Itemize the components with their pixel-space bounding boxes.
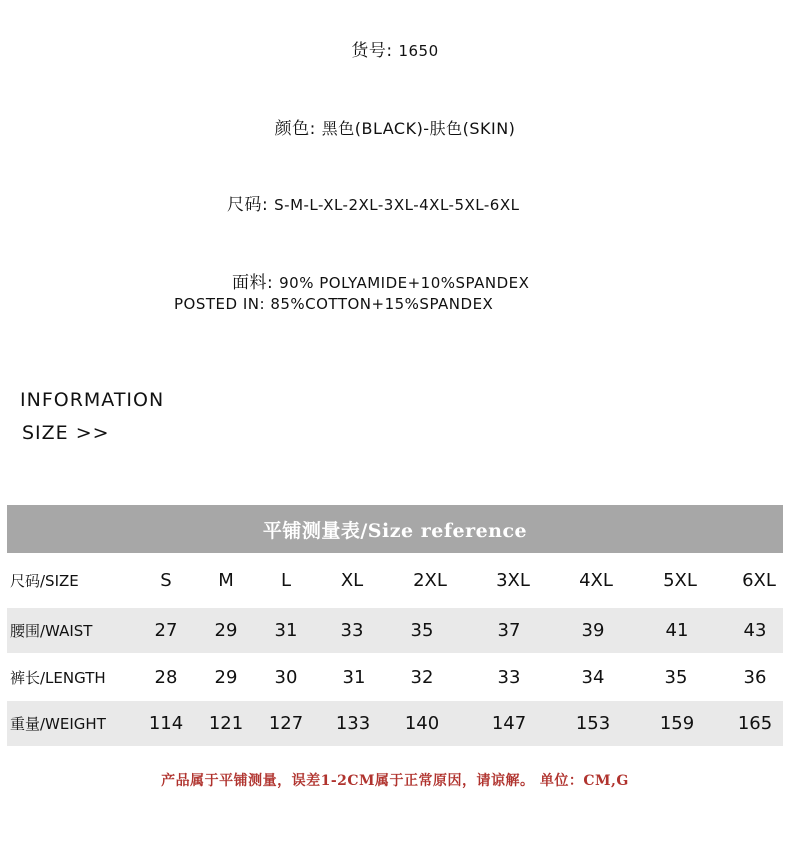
table-cell: 29 (214, 667, 238, 688)
table-cell: 127 (268, 713, 304, 734)
table-cell: 5XL (663, 570, 697, 591)
color-value: 黑色(BLACK)-肤色(SKIN) (321, 119, 516, 138)
table-cell: 30 (274, 667, 298, 688)
table-cell: 29 (214, 620, 238, 641)
table-cell: 159 (659, 713, 695, 734)
row-label: 尺码/SIZE (10, 572, 79, 590)
posted-value: 85%COTTON+15%SPANDEX (270, 295, 494, 313)
size-table-title: 平铺测量表/Size reference (7, 505, 783, 553)
table-row-weight (7, 701, 783, 746)
table-cell: 36 (743, 667, 767, 688)
table-cell: 6XL (742, 570, 776, 591)
fabric-value: 90% POLYAMIDE+10%SPANDEX (279, 274, 530, 292)
table-row-length (7, 655, 783, 700)
table-cell: 2XL (413, 570, 447, 591)
table-cell: 121 (208, 713, 244, 734)
fabric-label: 面料: (232, 273, 274, 293)
color-label: 颜色: (274, 119, 316, 139)
table-cell: 32 (410, 667, 434, 688)
size-value: S-M-L-XL-2XL-3XL-4XL-5XL-6XL (274, 196, 520, 214)
table-cell: L (280, 570, 292, 591)
table-cell: 165 (737, 713, 773, 734)
size-link[interactable]: SIZE >> (22, 422, 110, 444)
table-cell: 147 (491, 713, 527, 734)
table-cell: 37 (497, 620, 521, 641)
size-spec (227, 190, 519, 215)
row-label: 重量/WEIGHT (10, 715, 106, 733)
table-cell: 35 (410, 620, 434, 641)
table-cell: 133 (335, 713, 371, 734)
table-cell: S (160, 570, 172, 591)
table-cell: 27 (154, 620, 178, 641)
table-cell: M (218, 570, 234, 591)
table-cell: 43 (743, 620, 767, 641)
table-cell: 28 (154, 667, 178, 688)
item-number-value: 1650 (398, 42, 439, 60)
item-number (0, 36, 790, 61)
table-cell: 35 (664, 667, 688, 688)
posted-label: POSTED IN: (174, 295, 266, 313)
table-row-waist (7, 608, 783, 653)
table-cell: 4XL (579, 570, 613, 591)
color-spec (0, 114, 790, 139)
measurement-footnote: 产品属于平铺测量，误差1-2CM属于正常原因，请谅解。 单位：CM,G (161, 773, 629, 789)
posted-spec (174, 295, 493, 313)
row-label: 腰围/WAIST (10, 622, 93, 640)
table-cell: 3XL (496, 570, 530, 591)
table-cell: 153 (575, 713, 611, 734)
item-number-label: 货号: (351, 41, 393, 61)
row-label: 裤长/LENGTH (10, 669, 106, 687)
table-cell: 31 (274, 620, 298, 641)
information-heading: INFORMATION (20, 389, 165, 411)
table-cell: 34 (581, 667, 605, 688)
table-cell: 31 (342, 667, 366, 688)
table-row-size (7, 558, 783, 603)
table-cell: 41 (665, 620, 689, 641)
size-label: 尺码: (227, 195, 269, 215)
table-cell: XL (340, 570, 364, 591)
table-cell: 140 (404, 713, 440, 734)
table-cell: 39 (581, 620, 605, 641)
table-cell: 33 (497, 667, 521, 688)
table-cell: 33 (340, 620, 364, 641)
table-cell: 114 (148, 713, 184, 734)
fabric-spec (232, 268, 529, 293)
